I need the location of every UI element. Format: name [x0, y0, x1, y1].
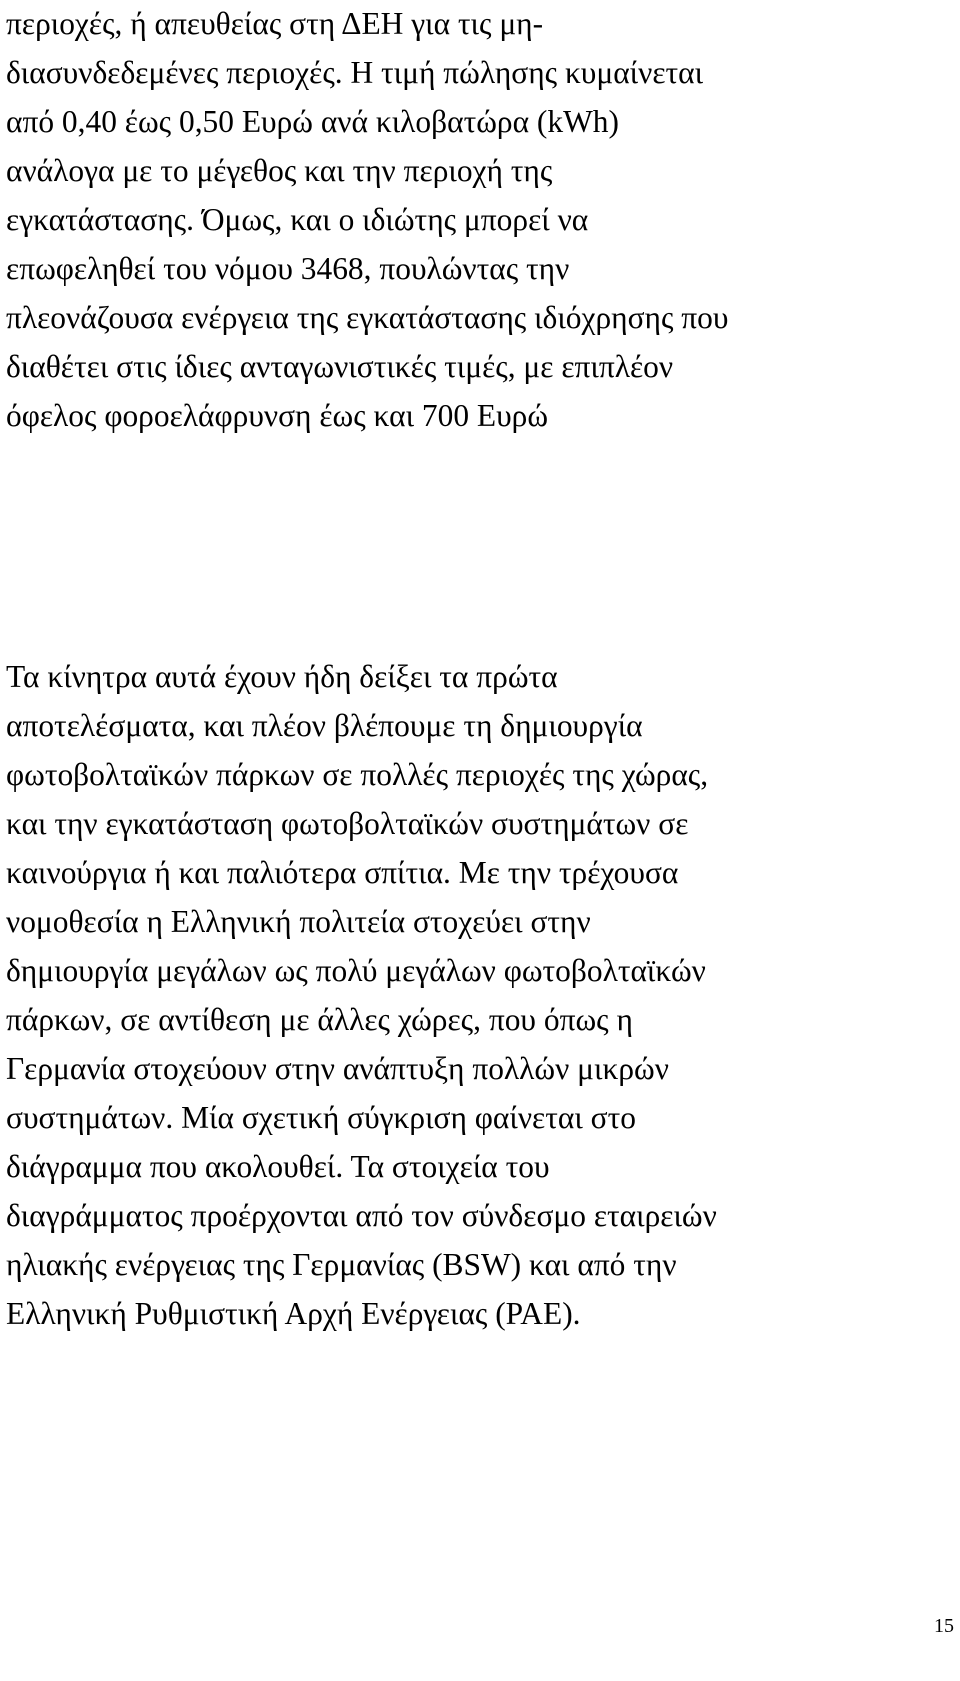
text-line: ανάλογα με το μέγεθος και την περιοχή της [6, 153, 553, 188]
text-line: επωφεληθεί του νόμου 3468, πουλώντας την [6, 251, 570, 286]
text-line: πλεονάζουσα ενέργεια της εγκατάστασης ιδιόχρησης που [6, 300, 729, 335]
text-line: καινούργια ή και παλιότερα σπίτια. Με την τρέχουσα [6, 855, 679, 890]
text-line: περιοχές, ή απευθείας στη ΔΕΗ για τις μη- [6, 6, 544, 41]
text-line: πάρκων, σε αντίθεση με άλλες χώρες, που όπως η [6, 1002, 633, 1037]
paragraph-2 [6, 652, 956, 1338]
text-line: αποτελέσματα, και πλέον βλέπουμε τη δημιουργία [6, 708, 643, 743]
text-line: και την εγκατάσταση φωτοβολταϊκών συστημάτων σε [6, 806, 689, 841]
text-line: Γερμανία στοχεύουν στην ανάπτυξη πολλών μικρών [6, 1051, 669, 1086]
text-line: διαγράμματος προέρχονται από τον σύνδεσμο εταιρειών [6, 1198, 717, 1233]
text-line: συστημάτων. Μία σχετική σύγκριση φαίνεται στο [6, 1100, 636, 1135]
text-line: δημιουργία μεγάλων ως πολύ μεγάλων φωτοβολταϊκών [6, 953, 706, 988]
text-line: νομοθεσία η Ελληνική πολιτεία στοχεύει στην [6, 904, 591, 939]
text-line: ηλιακής ενέργειας της Γερμανίας (BSW) και από την [6, 1247, 677, 1282]
text-line: από 0,40 έως 0,50 Ευρώ ανά κιλοβατώρα (kWh) [6, 104, 619, 139]
text-line: Ελληνική Ρυθμιστική Αρχή Ενέργειας (ΡΑΕ). [6, 1296, 581, 1331]
text-line: Τα κίνητρα αυτά έχουν ήδη δείξει τα πρώτα [6, 659, 558, 694]
text-line: όφελος φοροελάφρυνση έως και 700 Ευρώ [6, 398, 549, 433]
text-line: διασυνδεδεμένες περιοχές. Η τιμή πώλησης κυμαίνεται [6, 55, 704, 90]
text-line: διαθέτει στις ίδιες ανταγωνιστικές τιμές, με επιπλέον [6, 349, 674, 384]
text-line: διάγραμμα που ακολουθεί. Τα στοιχεία του [6, 1149, 550, 1184]
text-line: εγκατάστασης. Όμως, και ο ιδιώτης μπορεί να [6, 202, 589, 237]
paragraph-1 [6, 0, 956, 440]
text-line: φωτοβολταϊκών πάρκων σε πολλές περιοχές της χώρας, [6, 757, 709, 792]
page-number: 15 [934, 1615, 954, 1637]
